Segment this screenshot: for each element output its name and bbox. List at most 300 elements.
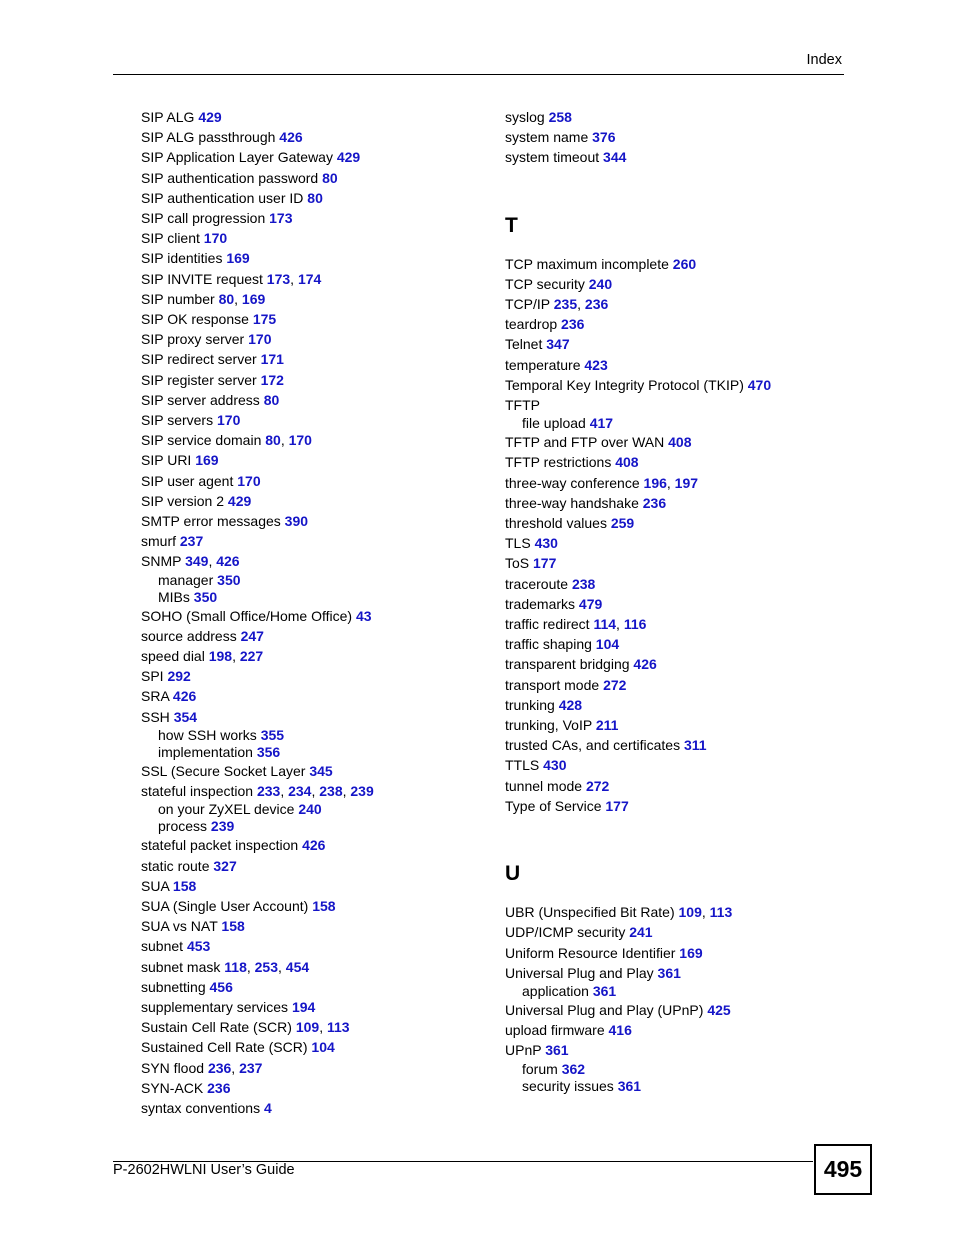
index-entry <box>141 248 374 268</box>
index-entry <box>141 329 374 349</box>
page-link[interactable]: 426 <box>172 688 197 705</box>
index-entry <box>505 254 771 274</box>
page-link[interactable]: 362 <box>561 1060 586 1077</box>
page-link[interactable]: 109 <box>678 904 702 921</box>
page-link[interactable]: 116 <box>623 616 647 633</box>
page-link[interactable]: 240 <box>298 801 322 818</box>
page-link[interactable]: 170 <box>203 230 228 247</box>
page-link[interactable]: 158 <box>312 897 336 914</box>
index-term: application <box>522 982 589 999</box>
page-link[interactable]: 408 <box>615 454 639 471</box>
page-link[interactable]: 247 <box>240 627 264 644</box>
index-term: Universal Plug and Play <box>505 964 654 981</box>
index-term: traceroute <box>505 575 569 592</box>
page-link[interactable]: 354 <box>173 708 198 725</box>
page-link[interactable]: 361 <box>545 1042 569 1059</box>
index-entry <box>141 666 374 686</box>
page-link[interactable]: 237 <box>239 1059 263 1076</box>
index-entry <box>141 1078 374 1098</box>
page-separator: , <box>701 904 710 921</box>
page-link[interactable]: 239 <box>350 783 374 800</box>
page-link[interactable]: 236 <box>207 1059 232 1076</box>
index-term: Temporal Key Integrity Protocol (TKIP) <box>505 376 744 393</box>
page-link[interactable]: 104 <box>311 1039 335 1056</box>
index-entry <box>141 450 374 470</box>
index-subentry <box>505 983 771 1000</box>
index-entry <box>141 491 374 511</box>
index-entry <box>141 686 374 706</box>
page-link[interactable]: 416 <box>608 1022 632 1039</box>
page-link[interactable]: 158 <box>172 877 197 894</box>
page-link[interactable]: 311 <box>683 737 707 754</box>
page-link[interactable]: 113 <box>709 904 733 921</box>
page-link[interactable]: 272 <box>603 676 627 693</box>
page-link[interactable]: 118 <box>224 958 247 975</box>
page-separator: , <box>342 783 351 800</box>
index-term: source address <box>141 627 237 644</box>
index-entry <box>141 410 374 430</box>
index-term: temperature <box>505 356 581 373</box>
index-term: threshold values <box>505 515 607 532</box>
index-entry <box>141 188 374 208</box>
page-link[interactable]: 194 <box>291 998 316 1015</box>
page-link[interactable]: 236 <box>561 316 585 333</box>
page-link[interactable]: 253 <box>254 958 278 975</box>
page-link[interactable]: 259 <box>610 515 635 532</box>
index-term: syslog <box>505 109 545 125</box>
index-entry <box>505 355 771 375</box>
page-link[interactable]: 426 <box>633 656 657 673</box>
index-entry <box>505 147 771 167</box>
page-link[interactable]: 196 <box>643 474 667 491</box>
page-link[interactable]: 479 <box>578 595 603 612</box>
index-entry <box>505 473 771 493</box>
index-entry <box>141 107 374 127</box>
index-entry <box>505 493 771 513</box>
index-entry <box>505 553 771 573</box>
page-link[interactable]: 345 <box>309 762 333 779</box>
page-link[interactable]: 347 <box>546 336 570 353</box>
index-subentry <box>141 744 374 761</box>
index-entry <box>505 574 771 594</box>
page-separator: , <box>232 648 240 665</box>
page-number: 495 <box>823 1156 863 1182</box>
page-link[interactable]: 408 <box>668 434 692 451</box>
index-subentry <box>505 1061 771 1078</box>
index-entry <box>141 781 374 801</box>
page-link[interactable]: 198 <box>208 648 233 665</box>
page-separator: , <box>234 290 242 307</box>
index-term: TLS <box>505 535 531 552</box>
page-link[interactable]: 260 <box>672 255 697 272</box>
page-link[interactable]: 344 <box>603 149 627 166</box>
page-link[interactable]: 426 <box>302 837 326 854</box>
index-term: file upload <box>522 415 586 432</box>
page-link[interactable]: 171 <box>260 351 284 368</box>
index-term: stateful packet inspection <box>141 837 299 854</box>
index-term: SIP proxy server <box>141 331 245 348</box>
page-link[interactable]: 292 <box>167 668 191 685</box>
index-term: SPI <box>141 668 164 685</box>
index-term: TFTP restrictions <box>505 454 612 471</box>
index-entry <box>505 432 771 452</box>
index-term: how SSH works <box>158 726 257 743</box>
index-term: SYN-ACK <box>141 1079 204 1096</box>
index-term: SIP call progression <box>141 210 266 227</box>
page-link[interactable]: 350 <box>217 571 241 588</box>
index-entry <box>141 551 374 571</box>
index-subentry <box>141 572 374 589</box>
index-term: SIP identities <box>141 250 223 267</box>
index-term: SOHO (Small Office/Home Office) <box>141 607 353 624</box>
page-link[interactable]: 170 <box>237 472 261 489</box>
index-term: UPnP <box>505 1042 542 1059</box>
index-entry <box>141 168 374 188</box>
index-entry <box>505 755 771 775</box>
index-term: UBR (Unspecified Bit Rate) <box>505 904 675 921</box>
index-term: SIP INVITE request <box>141 270 263 287</box>
index-term: TCP security <box>505 275 585 292</box>
index-entry <box>141 127 374 147</box>
index-term: transport mode <box>505 676 600 693</box>
index-entry <box>505 107 771 127</box>
page-number-box <box>814 1144 872 1195</box>
page-link[interactable]: 175 <box>252 311 277 328</box>
index-term: SIP server address <box>141 391 260 408</box>
header-rule <box>113 74 844 75</box>
index-entry <box>505 735 771 755</box>
index-term: upload firmware <box>505 1022 605 1039</box>
index-term: SIP Application Layer Gateway <box>141 149 333 166</box>
page-link[interactable]: 430 <box>543 757 567 774</box>
page-link[interactable]: 113 <box>326 1019 350 1036</box>
index-entry <box>505 1040 771 1060</box>
page-separator: , <box>311 783 320 800</box>
page-link[interactable]: 423 <box>584 356 608 373</box>
index-entry <box>505 902 771 922</box>
page-link[interactable]: 173 <box>266 270 291 287</box>
index-entry <box>141 208 374 228</box>
index-term: SIP authentication user ID <box>141 189 304 206</box>
page-link[interactable]: 238 <box>319 783 343 800</box>
page-link[interactable]: 429 <box>336 149 361 166</box>
index-entry <box>141 835 374 855</box>
page-link[interactable]: 234 <box>288 783 312 800</box>
index-term: three-way conference <box>505 474 640 491</box>
page-link[interactable]: 417 <box>589 415 614 432</box>
index-entry <box>505 513 771 533</box>
page-link[interactable]: 80 <box>322 169 338 186</box>
entries-left <box>141 107 374 1118</box>
page-link[interactable]: 80 <box>218 290 235 307</box>
index-term: SYN flood <box>141 1059 205 1076</box>
index-column-right <box>505 107 771 1095</box>
index-term: static route <box>141 857 210 874</box>
index-term: system name <box>505 129 589 146</box>
page-separator: , <box>666 474 675 491</box>
index-term: SSH <box>141 708 170 725</box>
page-link[interactable]: 114 <box>593 616 617 633</box>
index-term: subnetting <box>141 978 206 995</box>
index-term: speed dial <box>141 648 205 665</box>
index-term: subnet mask <box>141 958 221 975</box>
page-link[interactable]: 429 <box>198 109 222 125</box>
index-entry <box>141 430 374 450</box>
page-link[interactable]: 237 <box>179 533 204 550</box>
index-term: stateful inspection <box>141 783 254 800</box>
index-entry <box>141 1098 374 1118</box>
index-term: teardrop <box>505 316 558 333</box>
index-term: SIP authentication password <box>141 169 319 186</box>
index-term: SUA <box>141 877 170 894</box>
index-term: traffic redirect <box>505 616 590 633</box>
index-subentry <box>141 589 374 606</box>
index-entry <box>141 707 374 727</box>
index-entry <box>141 957 374 977</box>
page-separator: , <box>616 616 624 633</box>
index-term: SNMP <box>141 553 182 570</box>
index-term: MIBs <box>158 588 190 605</box>
index-entry <box>141 997 374 1017</box>
page-link[interactable]: 170 <box>217 412 241 429</box>
index-entry <box>141 626 374 646</box>
index-entry <box>505 796 771 816</box>
page-link[interactable]: 241 <box>629 924 653 941</box>
page-link[interactable]: 158 <box>221 918 245 935</box>
index-entry <box>141 977 374 997</box>
page-link[interactable]: 272 <box>585 777 610 794</box>
index-entry <box>141 1037 374 1057</box>
index-term: Sustained Cell Rate (SCR) <box>141 1039 308 1056</box>
index-term: Type of Service <box>505 797 602 814</box>
page-link[interactable]: 236 <box>584 296 609 313</box>
header-title: Index <box>806 52 842 68</box>
index-subentry <box>505 415 771 432</box>
page-link[interactable]: 177 <box>533 555 557 572</box>
page-link[interactable]: 80 <box>265 432 281 449</box>
page-separator: , <box>246 958 255 975</box>
index-entry <box>141 349 374 369</box>
footer-guide-title: P-2602HWLNI User’s Guide <box>113 1162 295 1178</box>
page-link[interactable]: 169 <box>679 944 703 961</box>
index-term: UDP/ICMP security <box>505 924 626 941</box>
page-link[interactable]: 236 <box>207 1079 231 1096</box>
index-term: TTLS <box>505 757 540 774</box>
index-term: Sustain Cell Rate (SCR) <box>141 1019 292 1036</box>
index-subentry <box>505 1078 771 1095</box>
index-term: forum <box>522 1060 558 1077</box>
page-link[interactable]: 172 <box>260 371 284 388</box>
index-term: system timeout <box>505 149 600 166</box>
index-entry <box>505 963 771 983</box>
page-link[interactable]: 233 <box>256 783 281 800</box>
page-link[interactable]: 236 <box>642 494 667 511</box>
index-term: Telnet <box>505 336 543 353</box>
index-entry <box>505 695 771 715</box>
page-link[interactable]: 227 <box>239 648 264 665</box>
page-link[interactable]: 426 <box>216 553 240 570</box>
page-link[interactable]: 390 <box>284 513 309 530</box>
index-term: trunking <box>505 696 555 713</box>
page-separator: , <box>319 1019 327 1036</box>
index-entry <box>141 309 374 329</box>
page-link[interactable]: 170 <box>248 331 272 348</box>
index-column-left <box>141 107 374 1118</box>
page-link[interactable]: 177 <box>605 797 629 814</box>
index-entry <box>505 533 771 553</box>
index-term: SIP ALG passthrough <box>141 129 276 146</box>
page-separator: , <box>577 296 585 313</box>
index-term: SIP service domain <box>141 432 262 449</box>
page-link[interactable]: 428 <box>558 696 583 713</box>
index-entry <box>141 147 374 167</box>
page-link[interactable]: 238 <box>571 575 596 592</box>
index-entry <box>505 294 771 314</box>
page-separator: , <box>208 553 217 570</box>
index-entry <box>505 614 771 634</box>
page-link[interactable]: 429 <box>227 492 252 509</box>
entries-s-tail <box>505 107 771 168</box>
index-entry <box>505 1000 771 1020</box>
index-term: SIP URI <box>141 452 192 469</box>
index-entry <box>505 634 771 654</box>
index-term: TFTP and FTP over WAN <box>505 434 665 451</box>
index-term: traffic shaping <box>505 636 592 653</box>
index-term: SUA vs NAT <box>141 918 218 935</box>
page-link[interactable]: 349 <box>185 553 209 570</box>
index-entry <box>141 896 374 916</box>
index-entry <box>505 776 771 796</box>
index-term: SIP redirect server <box>141 351 257 368</box>
page-link[interactable]: 170 <box>288 432 312 449</box>
index-entry <box>141 511 374 531</box>
index-term: SIP client <box>141 230 200 247</box>
page-link[interactable]: 361 <box>617 1077 642 1094</box>
page-link[interactable]: 425 <box>707 1001 731 1018</box>
page-link[interactable]: 355 <box>260 726 285 743</box>
index-subentry <box>141 818 374 835</box>
page-link[interactable]: 361 <box>592 982 617 999</box>
index-entry <box>141 269 374 289</box>
page-link[interactable]: 80 <box>307 189 323 206</box>
index-entry <box>141 606 374 626</box>
page-link[interactable]: 169 <box>241 290 266 307</box>
page-link[interactable]: 174 <box>297 270 322 287</box>
index-subentry <box>141 801 374 818</box>
page-link[interactable]: 456 <box>209 978 233 995</box>
page-link[interactable]: 239 <box>210 818 235 835</box>
page-link[interactable]: 169 <box>226 250 250 267</box>
index-term: SMTP error messages <box>141 513 281 530</box>
index-entry <box>505 375 771 395</box>
page-link[interactable]: 258 <box>548 109 572 125</box>
index-term: SIP OK response <box>141 311 249 328</box>
page-link[interactable]: 356 <box>256 743 281 760</box>
page-link[interactable]: 109 <box>295 1019 320 1036</box>
index-term: trusted CAs, and certificates <box>505 737 681 754</box>
index-term: SIP servers <box>141 412 214 429</box>
page-separator: , <box>278 958 286 975</box>
index-entry <box>141 390 374 410</box>
index-entry <box>141 531 374 551</box>
index-entry <box>141 856 374 876</box>
index-entry <box>505 334 771 354</box>
index-term: tunnel mode <box>505 777 583 794</box>
page-link[interactable]: 454 <box>285 958 310 975</box>
page-link[interactable]: 197 <box>674 474 699 491</box>
index-entry <box>505 654 771 674</box>
page-separator: , <box>280 783 289 800</box>
page-link[interactable]: 361 <box>657 964 681 981</box>
index-entry <box>505 314 771 334</box>
index-term: transparent bridging <box>505 656 630 673</box>
index-entry <box>505 127 771 147</box>
index-entry <box>505 1020 771 1040</box>
page-link[interactable]: 4 <box>263 1099 272 1116</box>
index-term: ToS <box>505 555 530 572</box>
index-entry <box>141 471 374 491</box>
index-entry <box>141 646 374 666</box>
page-link[interactable]: 80 <box>263 391 280 408</box>
index-entry <box>141 761 374 781</box>
index-term: SSL (Secure Socket Layer <box>141 762 306 779</box>
section-letter-u: U <box>505 862 521 886</box>
page-link[interactable]: 430 <box>534 535 558 552</box>
index-term: smurf <box>141 533 176 550</box>
index-entry <box>505 943 771 963</box>
section-letter-t: T <box>505 213 518 237</box>
page-link[interactable]: 104 <box>595 636 620 653</box>
page-link[interactable]: 240 <box>588 275 613 292</box>
index-term: trunking, VoIP <box>505 717 592 734</box>
index-term: on your ZyXEL device <box>158 801 295 818</box>
index-entry <box>505 395 771 415</box>
index-entry <box>505 715 771 735</box>
index-term: SUA (Single User Account) <box>141 897 309 914</box>
entries-u <box>505 902 771 1094</box>
page-link[interactable]: 327 <box>213 857 237 874</box>
page-link[interactable]: 235 <box>553 296 578 313</box>
page-link[interactable]: 169 <box>195 452 219 469</box>
page-link[interactable]: 470 <box>747 376 772 393</box>
page-link[interactable]: 173 <box>269 210 293 227</box>
page-link[interactable]: 453 <box>186 938 211 955</box>
index-term: SIP number <box>141 290 215 307</box>
index-term: SIP ALG <box>141 109 195 125</box>
page-link[interactable]: 426 <box>279 129 303 146</box>
index-term: SIP version 2 <box>141 492 225 509</box>
index-term: Universal Plug and Play (UPnP) <box>505 1001 704 1018</box>
page-separator: , <box>280 432 289 449</box>
page-link[interactable]: 350 <box>193 588 218 605</box>
index-entry <box>505 452 771 472</box>
index-term: TCP/IP <box>505 296 550 313</box>
index-term: subnet <box>141 938 184 955</box>
index-term: SIP register server <box>141 371 257 388</box>
index-entry <box>505 274 771 294</box>
page-link[interactable]: 376 <box>592 129 616 146</box>
page-link[interactable]: 211 <box>595 717 619 734</box>
entries-t <box>505 254 771 816</box>
index-term: implementation <box>158 743 253 760</box>
index-entry <box>505 675 771 695</box>
index-entry <box>141 370 374 390</box>
index-term: TFTP <box>505 397 540 414</box>
index-entry <box>141 289 374 309</box>
index-entry <box>141 1017 374 1037</box>
index-term: SRA <box>141 688 170 705</box>
page-link[interactable]: 43 <box>355 607 372 624</box>
